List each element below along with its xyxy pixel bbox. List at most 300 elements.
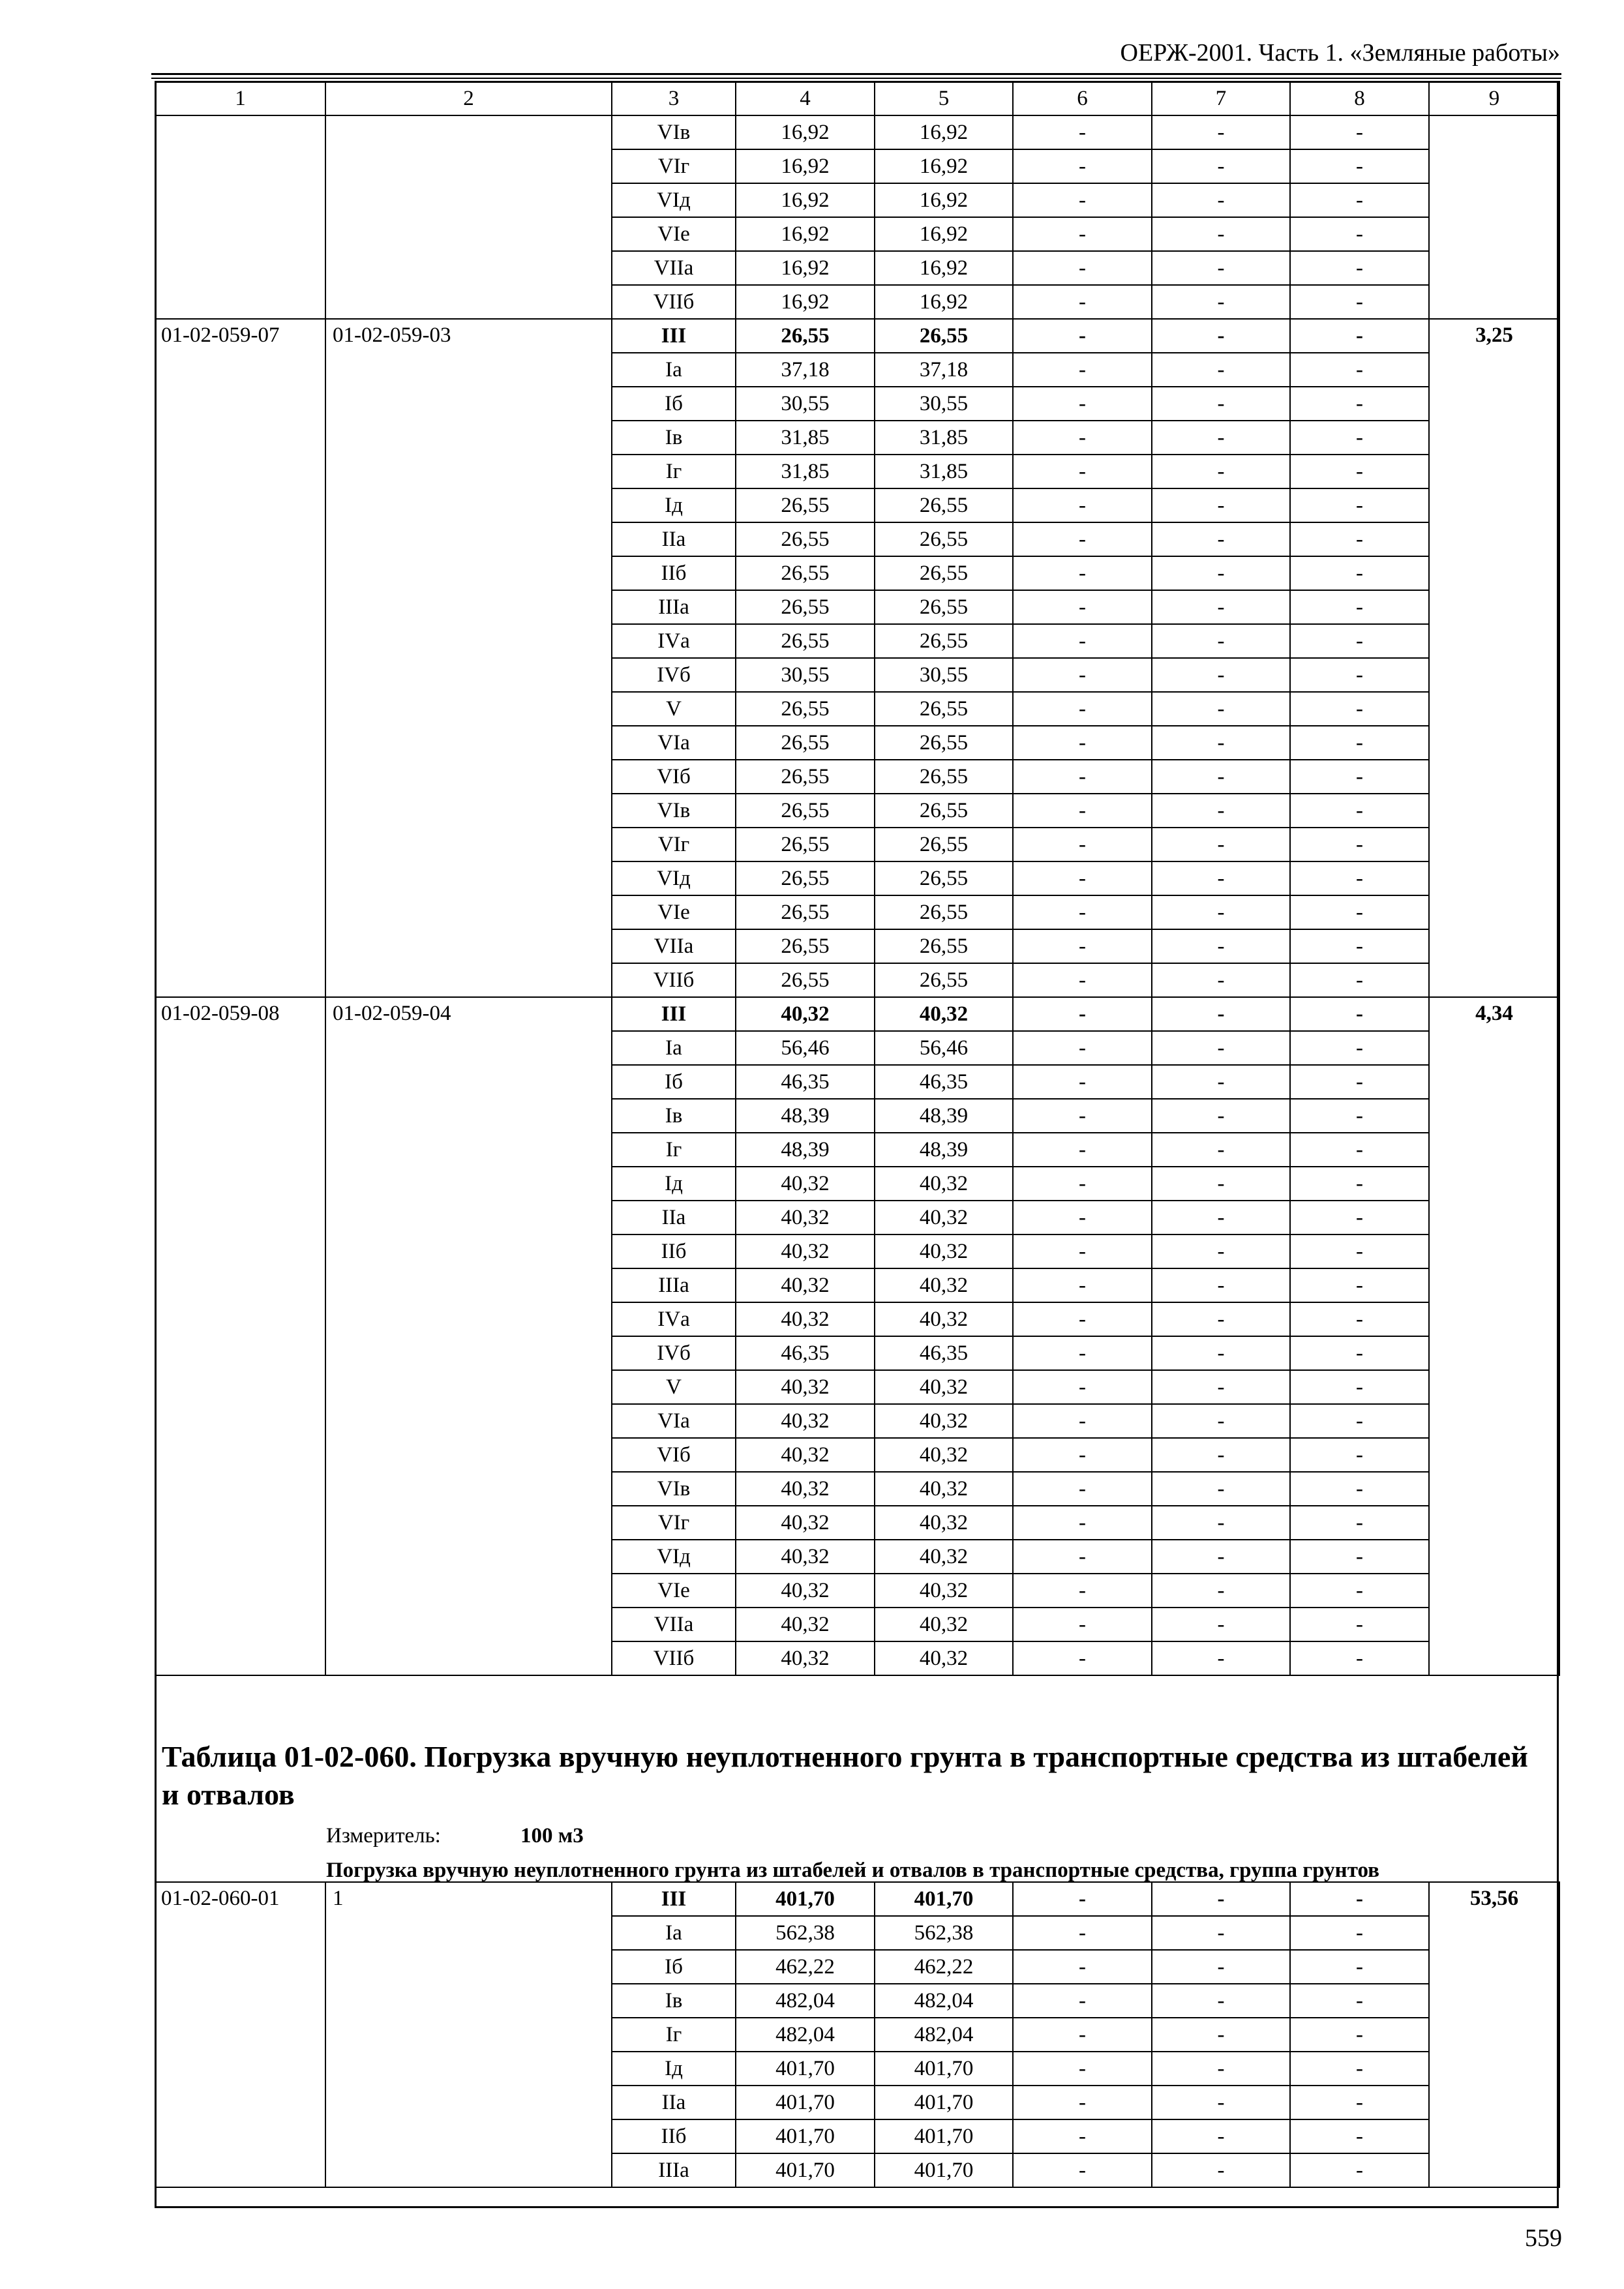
soil-group: Iд — [612, 1167, 736, 1201]
cell-col9: 4,34 — [1429, 997, 1559, 1675]
cell-col5: 26,55 — [875, 624, 1013, 658]
cell-col7: - — [1152, 251, 1290, 285]
cell-col5: 26,55 — [875, 319, 1013, 353]
cell-col8: - — [1290, 1540, 1429, 1574]
rates-table — [155, 81, 1560, 1676]
cell-col6: - — [1013, 1302, 1152, 1336]
soil-group: IVб — [612, 658, 736, 692]
cell-col8: - — [1290, 861, 1429, 895]
cell-col7: - — [1152, 963, 1290, 997]
cell-col6: - — [1013, 1133, 1152, 1167]
soil-group: VIIб — [612, 1641, 736, 1675]
cell-col4: 40,32 — [736, 1472, 875, 1506]
soil-group: VIд — [612, 1540, 736, 1574]
column-header: 5 — [875, 82, 1013, 115]
cell-col6: - — [1013, 1336, 1152, 1370]
cell-col7: - — [1152, 2119, 1290, 2153]
soil-group: VIд — [612, 183, 736, 217]
cell-col5: 40,32 — [875, 1641, 1013, 1675]
soil-group: Iб — [612, 1065, 736, 1099]
cell-col4: 40,32 — [736, 1302, 875, 1336]
cell-col5: 37,18 — [875, 353, 1013, 387]
cell-col8: - — [1290, 1984, 1429, 2018]
cell-col6: - — [1013, 1574, 1152, 1608]
cell-col4: 40,32 — [736, 1268, 875, 1302]
rate-code: 01-02-060-01 — [155, 1882, 325, 2187]
cell-col8: - — [1290, 692, 1429, 726]
cell-col6: - — [1013, 421, 1152, 455]
cell-col6: - — [1013, 997, 1152, 1031]
soil-group: III — [612, 319, 736, 353]
cell-col4: 48,39 — [736, 1099, 875, 1133]
cell-col4: 401,70 — [736, 2086, 875, 2119]
cell-col7: - — [1152, 353, 1290, 387]
soil-group: IIа — [612, 522, 736, 556]
cell-col4: 401,70 — [736, 2052, 875, 2086]
cell-col6: - — [1013, 963, 1152, 997]
soil-group: VIе — [612, 217, 736, 251]
cell-col6: - — [1013, 1438, 1152, 1472]
cell-col6: - — [1013, 149, 1152, 183]
cell-col7: - — [1152, 1472, 1290, 1506]
cell-col6: - — [1013, 1472, 1152, 1506]
cell-col4: 16,92 — [736, 183, 875, 217]
table-row — [155, 115, 1559, 149]
cell-col4: 26,55 — [736, 319, 875, 353]
soil-group: Iб — [612, 1950, 736, 1984]
cell-col7: - — [1152, 1336, 1290, 1370]
cell-col8: - — [1290, 353, 1429, 387]
cell-col9: 53,56 — [1429, 1882, 1559, 2187]
cell-col7: - — [1152, 1950, 1290, 1984]
cell-col8: - — [1290, 2086, 1429, 2119]
soil-group: VIIа — [612, 1608, 736, 1641]
soil-group: Iа — [612, 353, 736, 387]
cell-col6: - — [1013, 1950, 1152, 1984]
cell-col5: 26,55 — [875, 895, 1013, 929]
cell-col7: - — [1152, 1302, 1290, 1336]
cell-col8: - — [1290, 319, 1429, 353]
cell-col8: - — [1290, 2119, 1429, 2153]
cell-col4: 40,32 — [736, 1234, 875, 1268]
cell-col5: 40,32 — [875, 1506, 1013, 1540]
cell-col8: - — [1290, 1916, 1429, 1950]
soil-group: VIг — [612, 1506, 736, 1540]
soil-group: VIа — [612, 726, 736, 760]
cell-col7: - — [1152, 1608, 1290, 1641]
column-header: 8 — [1290, 82, 1429, 115]
soil-group: IVа — [612, 624, 736, 658]
soil-group: III — [612, 997, 736, 1031]
cell-col5: 40,32 — [875, 1472, 1013, 1506]
cell-col4: 16,92 — [736, 115, 875, 149]
cell-col4: 401,70 — [736, 2153, 875, 2187]
table-row — [155, 319, 1559, 353]
cell-col7: - — [1152, 115, 1290, 149]
rate-reference: 01-02-059-03 — [325, 319, 612, 997]
header-rule — [151, 78, 1561, 79]
column-header-row — [155, 82, 1559, 115]
cell-col8: - — [1290, 285, 1429, 319]
cell-col8: - — [1290, 1031, 1429, 1065]
column-header: 6 — [1013, 82, 1152, 115]
cell-col6: - — [1013, 1984, 1152, 2018]
soil-group: VIIб — [612, 963, 736, 997]
cell-col5: 401,70 — [875, 1882, 1013, 1916]
soil-group: IIб — [612, 1234, 736, 1268]
column-header: 4 — [736, 82, 875, 115]
cell-col6: - — [1013, 861, 1152, 895]
cell-col4: 40,32 — [736, 997, 875, 1031]
cell-col6: - — [1013, 658, 1152, 692]
cell-col6: - — [1013, 895, 1152, 929]
cell-col8: - — [1290, 1608, 1429, 1641]
cell-col7: - — [1152, 1438, 1290, 1472]
cell-col8: - — [1290, 421, 1429, 455]
cell-col4: 40,32 — [736, 1201, 875, 1234]
cell-col8: - — [1290, 1472, 1429, 1506]
cell-col6: - — [1013, 353, 1152, 387]
cell-col7: - — [1152, 1031, 1290, 1065]
soil-group: III — [612, 1882, 736, 1916]
cell-col4: 562,38 — [736, 1916, 875, 1950]
cell-col7: - — [1152, 861, 1290, 895]
cell-col5: 26,55 — [875, 794, 1013, 828]
cell-col4: 462,22 — [736, 1950, 875, 1984]
cell-col4: 26,55 — [736, 590, 875, 624]
cell-col8: - — [1290, 963, 1429, 997]
cell-col8: - — [1290, 387, 1429, 421]
rate-reference: 1 — [325, 1882, 612, 2187]
cell-col4: 40,32 — [736, 1641, 875, 1675]
cell-col7: - — [1152, 1099, 1290, 1133]
cell-col8: - — [1290, 1099, 1429, 1133]
cell-col8: - — [1290, 251, 1429, 285]
cell-col4: 40,32 — [736, 1540, 875, 1574]
cell-col7: - — [1152, 794, 1290, 828]
header-rule — [151, 73, 1561, 75]
cell-col4: 482,04 — [736, 2018, 875, 2052]
soil-group: IVа — [612, 1302, 736, 1336]
cell-col8: - — [1290, 828, 1429, 861]
soil-group: IIIа — [612, 590, 736, 624]
cell-col4: 26,55 — [736, 726, 875, 760]
cell-col4: 40,32 — [736, 1608, 875, 1641]
soil-group: Iа — [612, 1916, 736, 1950]
cell-col7: - — [1152, 895, 1290, 929]
cell-col7: - — [1152, 1882, 1290, 1916]
cell-col4: 40,32 — [736, 1404, 875, 1438]
soil-group: VIд — [612, 861, 736, 895]
cell-col8: - — [1290, 895, 1429, 929]
soil-group: Iб — [612, 387, 736, 421]
cell-col5: 40,32 — [875, 1370, 1013, 1404]
cell-col8: - — [1290, 2052, 1429, 2086]
cell-col5: 56,46 — [875, 1031, 1013, 1065]
cell-col8: - — [1290, 624, 1429, 658]
cell-col5: 26,55 — [875, 590, 1013, 624]
cell-col5: 40,32 — [875, 1438, 1013, 1472]
cell-col4: 26,55 — [736, 556, 875, 590]
cell-col6: - — [1013, 387, 1152, 421]
cell-col5: 401,70 — [875, 2086, 1013, 2119]
cell-col4: 40,32 — [736, 1506, 875, 1540]
cell-col7: - — [1152, 522, 1290, 556]
cell-col7: - — [1152, 1268, 1290, 1302]
cell-col6: - — [1013, 115, 1152, 149]
cell-col9: 3,25 — [1429, 319, 1559, 997]
soil-group: Iг — [612, 1133, 736, 1167]
cell-col6: - — [1013, 319, 1152, 353]
soil-group: VIг — [612, 149, 736, 183]
cell-col4: 26,55 — [736, 794, 875, 828]
cell-col4: 26,55 — [736, 488, 875, 522]
cell-col6: - — [1013, 1882, 1152, 1916]
cell-col5: 26,55 — [875, 963, 1013, 997]
cell-col8: - — [1290, 760, 1429, 794]
cell-col5: 26,55 — [875, 861, 1013, 895]
soil-group: IIIа — [612, 2153, 736, 2187]
cell-col5: 26,55 — [875, 488, 1013, 522]
soil-group: V — [612, 692, 736, 726]
cell-col6: - — [1013, 1167, 1152, 1201]
cell-col4: 37,18 — [736, 353, 875, 387]
cell-col4: 48,39 — [736, 1133, 875, 1167]
cell-col7: - — [1152, 2018, 1290, 2052]
cell-col7: - — [1152, 828, 1290, 861]
cell-col8: - — [1290, 1404, 1429, 1438]
cell-col8: - — [1290, 590, 1429, 624]
soil-group: Iв — [612, 1099, 736, 1133]
cell-col5: 48,39 — [875, 1133, 1013, 1167]
cell-col7: - — [1152, 285, 1290, 319]
soil-group: Iв — [612, 1984, 736, 2018]
cell-col8: - — [1290, 1302, 1429, 1336]
cell-col5: 30,55 — [875, 387, 1013, 421]
cell-col8: - — [1290, 658, 1429, 692]
cell-col7: - — [1152, 1234, 1290, 1268]
cell-col5: 16,92 — [875, 115, 1013, 149]
soil-group: VIв — [612, 115, 736, 149]
cell-col7: - — [1152, 624, 1290, 658]
column-header: 9 — [1429, 82, 1559, 115]
section-title: Таблица 01-02-060. Погрузка вручную неуплотненного грунта в транспортные средства из штабелей и отвалов — [162, 1740, 1528, 1811]
cell-col5: 401,70 — [875, 2052, 1013, 2086]
cell-col7: - — [1152, 556, 1290, 590]
measure-label: Измеритель: — [326, 1824, 441, 1848]
soil-group: IIа — [612, 2086, 736, 2119]
cell-col7: - — [1152, 1506, 1290, 1540]
cell-col8: - — [1290, 1438, 1429, 1472]
cell-col6: - — [1013, 183, 1152, 217]
cell-col5: 26,55 — [875, 522, 1013, 556]
cell-col5: 482,04 — [875, 2018, 1013, 2052]
soil-group: Iг — [612, 2018, 736, 2052]
cell-col4: 30,55 — [736, 658, 875, 692]
cell-col6: - — [1013, 1540, 1152, 1574]
cell-col4: 26,55 — [736, 692, 875, 726]
cell-col7: - — [1152, 488, 1290, 522]
cell-col7: - — [1152, 1370, 1290, 1404]
soil-group: IIIа — [612, 1268, 736, 1302]
cell-col6: - — [1013, 1201, 1152, 1234]
cell-col6: - — [1013, 1506, 1152, 1540]
soil-group: Iв — [612, 421, 736, 455]
cell-col7: - — [1152, 929, 1290, 963]
soil-group: IVб — [612, 1336, 736, 1370]
cell-col7: - — [1152, 387, 1290, 421]
cell-col5: 40,32 — [875, 1201, 1013, 1234]
cell-col4: 46,35 — [736, 1065, 875, 1099]
cell-col7: - — [1152, 658, 1290, 692]
page-number: 559 — [1525, 2224, 1562, 2252]
rate-reference: 01-02-059-04 — [325, 997, 612, 1675]
cell-col7: - — [1152, 590, 1290, 624]
cell-col7: - — [1152, 1201, 1290, 1234]
cell-col8: - — [1290, 556, 1429, 590]
cell-col7: - — [1152, 319, 1290, 353]
cell-col7: - — [1152, 455, 1290, 488]
soil-group: VIг — [612, 828, 736, 861]
cell-col5: 26,55 — [875, 556, 1013, 590]
cell-col4: 56,46 — [736, 1031, 875, 1065]
cell-col5: 16,92 — [875, 251, 1013, 285]
cell-col8: - — [1290, 1370, 1429, 1404]
cell-col5: 562,38 — [875, 1916, 1013, 1950]
cell-col5: 31,85 — [875, 421, 1013, 455]
cell-col8: - — [1290, 1574, 1429, 1608]
cell-col6: - — [1013, 1916, 1152, 1950]
cell-col7: - — [1152, 183, 1290, 217]
cell-col8: - — [1290, 1506, 1429, 1540]
cell-col8: - — [1290, 455, 1429, 488]
soil-group: VIв — [612, 1472, 736, 1506]
cell-col7: - — [1152, 2153, 1290, 2187]
cell-col6: - — [1013, 1641, 1152, 1675]
cell-col5: 40,32 — [875, 1167, 1013, 1201]
cell-col6: - — [1013, 624, 1152, 658]
column-header: 7 — [1152, 82, 1290, 115]
cell-col8: - — [1290, 1641, 1429, 1675]
cell-col6: - — [1013, 2052, 1152, 2086]
soil-group: Iд — [612, 2052, 736, 2086]
cell-col8: - — [1290, 1268, 1429, 1302]
cell-col7: - — [1152, 1404, 1290, 1438]
cell-col4: 30,55 — [736, 387, 875, 421]
column-header: 3 — [612, 82, 736, 115]
cell-col7: - — [1152, 692, 1290, 726]
soil-group: VIв — [612, 794, 736, 828]
cell-col6: - — [1013, 828, 1152, 861]
document-header: ОЕРЖ-2001. Часть 1. «Земляные работы» — [1120, 39, 1560, 67]
cell-col5: 40,32 — [875, 1268, 1013, 1302]
soil-group: IIа — [612, 1201, 736, 1234]
cell-col7: - — [1152, 726, 1290, 760]
cell-col7: - — [1152, 1916, 1290, 1950]
cell-col5: 26,55 — [875, 929, 1013, 963]
cell-col6: - — [1013, 794, 1152, 828]
soil-group: Iа — [612, 1031, 736, 1065]
cell-col6: - — [1013, 929, 1152, 963]
cell-col4: 26,55 — [736, 522, 875, 556]
cell-col5: 16,92 — [875, 183, 1013, 217]
cell-col5: 16,92 — [875, 285, 1013, 319]
soil-group: VIб — [612, 760, 736, 794]
cell-col6: - — [1013, 1608, 1152, 1641]
cell-col8: - — [1290, 1065, 1429, 1099]
column-header: 2 — [325, 82, 612, 115]
cell-col5: 26,55 — [875, 726, 1013, 760]
cell-col7: - — [1152, 2086, 1290, 2119]
cell-col8: - — [1290, 1201, 1429, 1234]
cell-col5: 30,55 — [875, 658, 1013, 692]
cell-col5: 482,04 — [875, 1984, 1013, 2018]
cell-col6: - — [1013, 251, 1152, 285]
cell-col6: - — [1013, 1031, 1152, 1065]
cell-col7: - — [1152, 1540, 1290, 1574]
soil-group: VIIб — [612, 285, 736, 319]
cell-col5: 26,55 — [875, 760, 1013, 794]
soil-group: IIб — [612, 2119, 736, 2153]
cell-col5: 40,32 — [875, 1540, 1013, 1574]
soil-group: VIе — [612, 895, 736, 929]
cell-col5: 31,85 — [875, 455, 1013, 488]
cell-col7: - — [1152, 217, 1290, 251]
cell-col5: 26,55 — [875, 828, 1013, 861]
cell-col6: - — [1013, 522, 1152, 556]
cell-col7: - — [1152, 1641, 1290, 1675]
cell-col4: 46,35 — [736, 1336, 875, 1370]
cell-col6: - — [1013, 285, 1152, 319]
cell-col4: 40,32 — [736, 1167, 875, 1201]
cell-col6: - — [1013, 1234, 1152, 1268]
cell-col5: 401,70 — [875, 2153, 1013, 2187]
cell-col8: - — [1290, 1882, 1429, 1916]
column-header: 1 — [155, 82, 325, 115]
soil-group: Iг — [612, 455, 736, 488]
cell-col8: - — [1290, 997, 1429, 1031]
cell-col8: - — [1290, 2153, 1429, 2187]
rate-reference — [325, 115, 612, 319]
cell-col4: 16,92 — [736, 149, 875, 183]
soil-group: V — [612, 1370, 736, 1404]
cell-col6: - — [1013, 488, 1152, 522]
cell-col4: 31,85 — [736, 421, 875, 455]
measure-value: 100 м3 — [520, 1824, 584, 1848]
cell-col5: 40,32 — [875, 997, 1013, 1031]
cell-col6: - — [1013, 1370, 1152, 1404]
cell-col7: - — [1152, 1167, 1290, 1201]
cell-col8: - — [1290, 149, 1429, 183]
cell-col6: - — [1013, 2153, 1152, 2187]
section-subheading: Погрузка вручную неуплотненного грунта из штабелей и отвалов в транспортные средства, группа грунтов — [326, 1859, 1379, 1882]
cell-col5: 40,32 — [875, 1302, 1013, 1336]
cell-col4: 26,55 — [736, 760, 875, 794]
cell-col6: - — [1013, 726, 1152, 760]
cell-col6: - — [1013, 2086, 1152, 2119]
cell-col4: 26,55 — [736, 861, 875, 895]
cell-col6: - — [1013, 760, 1152, 794]
cell-col4: 26,55 — [736, 929, 875, 963]
soil-group: IIб — [612, 556, 736, 590]
cell-col4: 40,32 — [736, 1574, 875, 1608]
cell-col7: - — [1152, 1065, 1290, 1099]
cell-col6: - — [1013, 692, 1152, 726]
cell-col4: 26,55 — [736, 963, 875, 997]
cell-col5: 40,32 — [875, 1404, 1013, 1438]
cell-col7: - — [1152, 2052, 1290, 2086]
cell-col7: - — [1152, 421, 1290, 455]
